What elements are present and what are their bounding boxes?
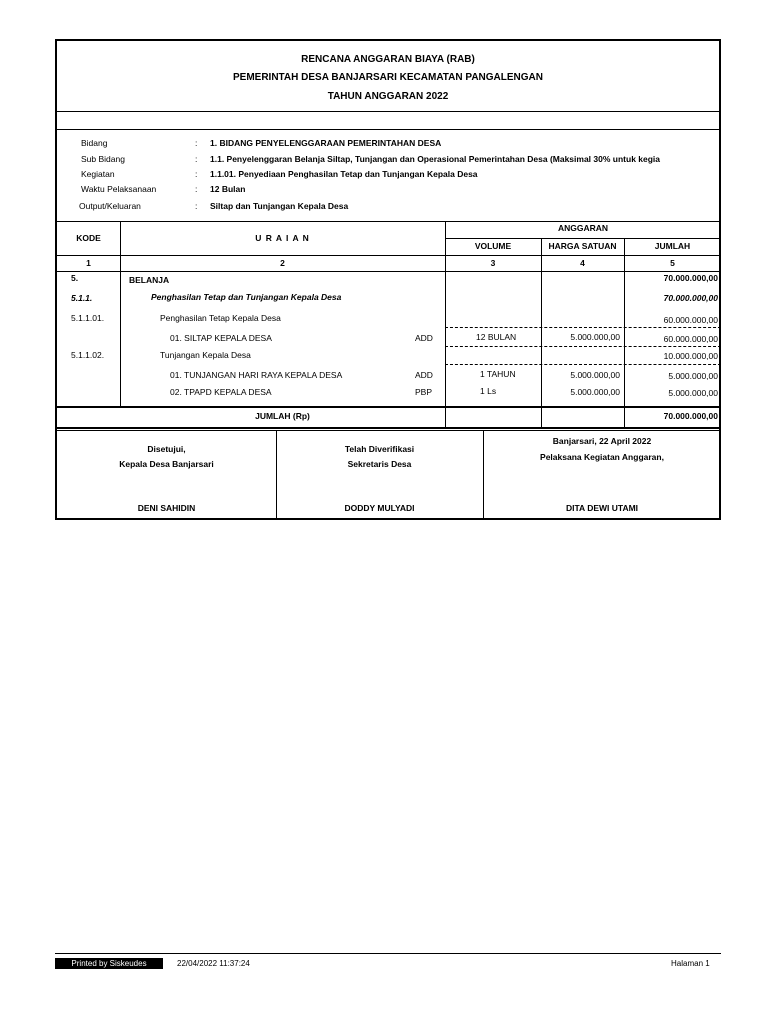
total-top-border <box>57 406 719 408</box>
info-colon: : <box>195 184 198 194</box>
col-number-1: 1 <box>86 258 91 268</box>
sign-2-role: Sekretaris Desa <box>347 459 412 469</box>
col-jumlah: JUMLAH <box>654 241 691 251</box>
total-value: 70.000.000,00 <box>663 411 718 421</box>
table-header-border <box>57 255 719 256</box>
printed-by-badge: Printed by Siskeudes <box>55 958 163 969</box>
dashed-separator <box>445 364 721 365</box>
row-jumlah: 60.000.000,00 <box>663 334 718 344</box>
info-colon: : <box>195 138 198 148</box>
row-uraian: Penghasilan Tetap dan Tunjangan Kepala Desa <box>151 292 342 302</box>
row-kode: 5.1.1. <box>71 293 93 303</box>
divider <box>57 111 719 112</box>
row-jumlah: 70.000.000,00 <box>663 273 718 283</box>
sign-2-name: DODDY MULYADI <box>344 503 415 513</box>
row-uraian: BELANJA <box>129 275 170 285</box>
dashed-separator <box>445 346 721 347</box>
col-divider <box>445 221 446 427</box>
sign-1-name: DENI SAHIDIN <box>137 503 196 513</box>
row-jumlah: 5.000.000,00 <box>668 388 718 398</box>
col-number-2: 2 <box>280 258 285 268</box>
print-timestamp: 22/04/2022 11:37:24 <box>177 959 250 968</box>
info-value-waktu: 12 Bulan <box>210 184 246 194</box>
row-harga: 5.000.000,00 <box>570 370 620 380</box>
sign-1-role: Kepala Desa Banjarsari <box>119 459 214 469</box>
info-label-sub-bidang: Sub Bidang <box>81 154 125 164</box>
sign-3-date: Banjarsari, 22 April 2022 <box>552 436 652 446</box>
col-harga-satuan: HARGA SATUAN <box>548 241 617 251</box>
document-title: RENCANA ANGGARAN BIAYA (RAB) <box>301 54 475 65</box>
row-jumlah: 10.000.000,00 <box>663 351 718 361</box>
info-label-waktu: Waktu Pelaksanaan <box>81 184 157 194</box>
info-colon: : <box>195 169 198 179</box>
total-bottom-border <box>57 427 719 429</box>
col-number-5: 5 <box>670 258 675 268</box>
col-divider <box>120 221 121 408</box>
document-year: TAHUN ANGGARAN 2022 <box>327 91 449 102</box>
row-kode: 5.1.1.02. <box>71 350 105 360</box>
anggaran-divider <box>445 238 721 239</box>
divider <box>57 129 719 130</box>
row-jumlah: 5.000.000,00 <box>668 371 718 381</box>
sign-3-name: DITA DEWI UTAMI <box>565 503 639 513</box>
row-sumber: ADD <box>415 333 433 343</box>
row-harga: 5.000.000,00 <box>570 332 620 342</box>
col-anggaran: ANGGARAN <box>557 223 609 233</box>
table-number-border <box>57 271 719 272</box>
total-double-border <box>57 430 719 431</box>
info-value-output: Siltap dan Tunjangan Kepala Desa <box>210 201 349 211</box>
row-volume: 1 Ls <box>480 386 497 396</box>
info-label-bidang: Bidang <box>81 138 108 148</box>
col-volume: VOLUME <box>474 241 512 251</box>
info-colon: : <box>195 154 198 164</box>
row-volume: 1 TAHUN <box>480 369 516 379</box>
rab-document <box>55 39 721 520</box>
row-harga: 5.000.000,00 <box>570 387 620 397</box>
table-top-border <box>57 221 719 222</box>
info-value-sub-bidang: 1.1. Penyelenggaran Belanja Siltap, Tunjangan dan Operasional Pemerintahan Desa (Maksimal 30% untuk kegia <box>210 154 661 164</box>
page-number: Halaman 1 <box>671 959 710 968</box>
sign-3-role: Pelaksana Kegiatan Anggaran, <box>540 452 664 462</box>
total-label: JUMLAH (Rp) <box>255 411 310 421</box>
dashed-separator <box>445 327 721 328</box>
row-uraian: Tunjangan Kepala Desa <box>160 350 251 360</box>
sign-1-title: Disetujui, <box>147 444 186 454</box>
info-value-bidang: 1. BIDANG PENYELENGGARAAN PEMERINTAHAN DESA <box>210 138 442 148</box>
sign-2-title: Telah Diverifikasi <box>344 444 415 454</box>
row-sumber: ADD <box>415 370 433 380</box>
row-volume: 12 BULAN <box>476 332 517 342</box>
info-label-kegiatan: Kegiatan <box>81 169 115 179</box>
row-uraian: 01. SILTAP KEPALA DESA <box>170 333 272 343</box>
row-kode: 5. <box>71 273 79 283</box>
col-kode: KODE <box>76 233 101 243</box>
col-number-4: 4 <box>580 258 585 268</box>
document-subtitle: PEMERINTAH DESA BANJARSARI KECAMATAN PANGALENGAN <box>232 72 543 83</box>
row-kode: 5.1.1.01. <box>71 313 105 323</box>
info-colon: : <box>195 201 198 211</box>
col-number-3: 3 <box>490 258 496 268</box>
row-jumlah: 60.000.000,00 <box>663 315 718 325</box>
info-label-output: Output/Keluaran <box>79 201 141 211</box>
footer-rule <box>55 953 721 954</box>
row-sumber: PBP <box>415 387 433 397</box>
row-uraian: Penghasilan Tetap Kepala Desa <box>160 313 281 323</box>
row-uraian: 02. TPAPD KEPALA DESA <box>170 387 272 397</box>
row-jumlah: 70.000.000,00 <box>663 293 718 303</box>
info-value-kegiatan: 1.1.01. Penyediaan Penghasilan Tetap dan Tunjangan Kepala Desa <box>210 169 478 179</box>
col-uraian: U R A I A N <box>255 233 310 243</box>
row-uraian: 01. TUNJANGAN HARI RAYA KEPALA DESA <box>170 370 343 380</box>
